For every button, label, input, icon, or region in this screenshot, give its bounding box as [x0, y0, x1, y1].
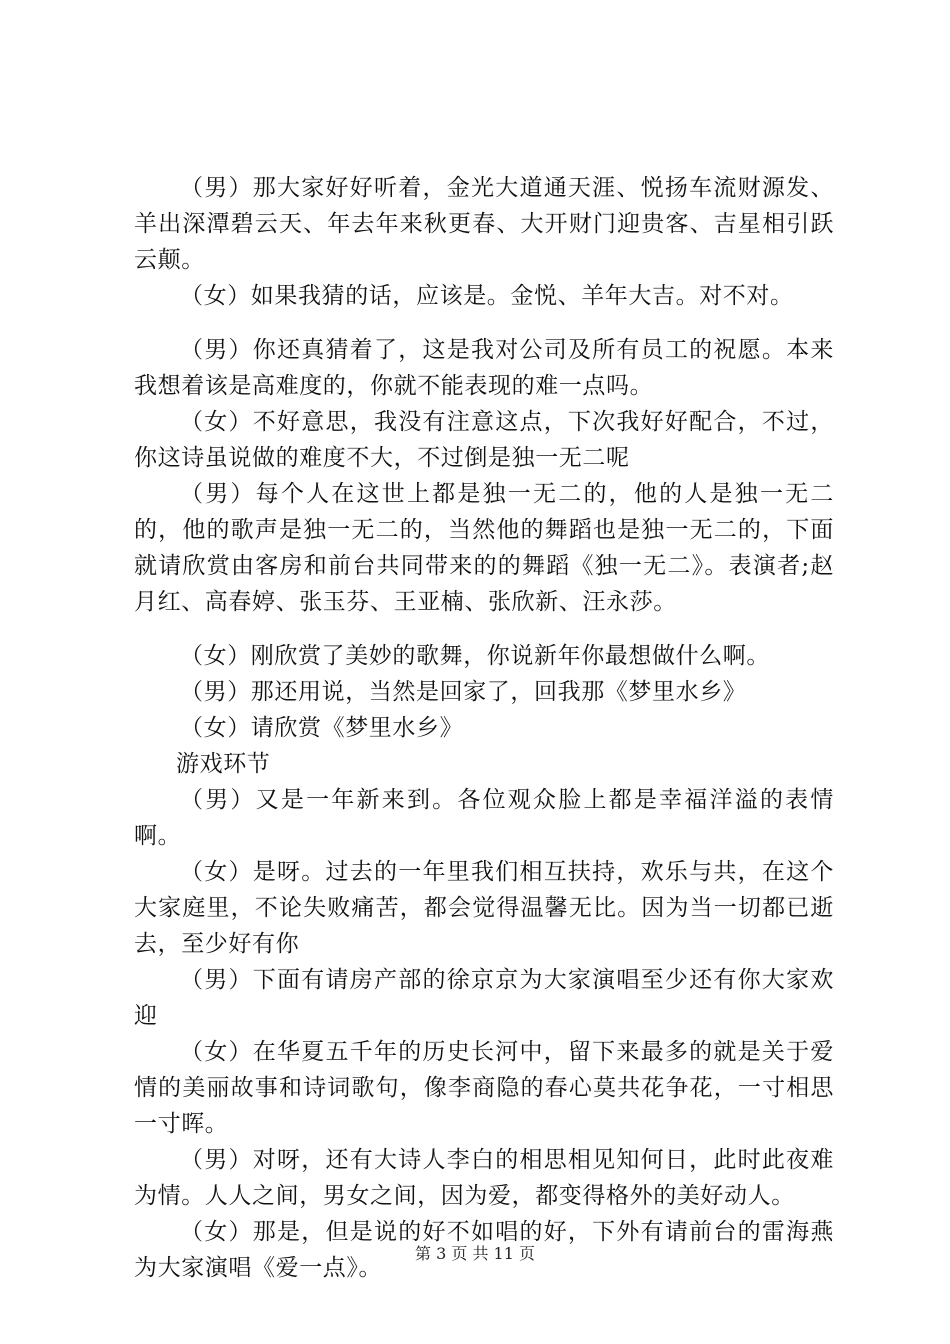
dialogue-paragraph: （女）不好意思，我没有注意这点，下次我好好配合，不过，你这诗虽说做的难度不大，不过倒是独一无二呢 — [134, 409, 834, 471]
dialogue-paragraph: （女）那是，但是说的好不如唱的好，下外有请前台的雷海燕为大家演唱《爱一点》。 — [134, 1219, 834, 1281]
dialogue-paragraph: （男）那大家好好听着，金光大道通天涯、悦扬车流财源发、羊出深潭碧云天、年去年来秋更春、大开财门迎贵客、吉星相引跃云颠。 — [134, 175, 834, 273]
section-heading: 游戏环节 — [176, 751, 271, 777]
dialogue-paragraph: （男）那还用说，当然是回家了，回我那《梦里水乡》 — [180, 679, 747, 705]
dialogue-paragraph: （男）你还真猜着了，这是我对公司及所有员工的祝愿。本来我想着该是高难度的，你就不能表现的难一点吗。 — [134, 337, 834, 399]
dialogue-paragraph: （男）下面有请房产部的徐京京为大家演唱至少还有你大家欢迎 — [134, 967, 834, 1029]
dialogue-paragraph: （女）在华夏五千年的历史长河中，留下来最多的就是关于爱情的美丽故事和诗词歌句，像李商隐的春心莫共花争花，一寸相思一寸晖。 — [134, 1039, 834, 1137]
dialogue-paragraph: （女）是呀。过去的一年里我们相互扶持，欢乐与共，在这个大家庭里，不论失败痛苦，都会觉得温馨无比。因为当一切都已逝去，至少好有你 — [134, 859, 834, 957]
page-number-footer: 第 3 页 共 11 页 — [415, 1244, 535, 1263]
dialogue-paragraph: （男）又是一年新来到。各位观众脸上都是幸福洋溢的表情啊。 — [134, 787, 834, 849]
dialogue-paragraph: （男）每个人在这世上都是独一无二的，他的人是独一无二的，他的歌声是独一无二的，当然他的舞蹈也是独一无二的，下面就请欣赏由客房和前台共同带来的的舞蹈《独一无二》。表演者;赵月红、高春婷、张玉芬、王亚楠、张欣新、汪永莎。 — [134, 481, 834, 615]
dialogue-paragraph: （女）如果我猜的话，应该是。金悦、羊年大吉。对不对。 — [180, 283, 794, 309]
dialogue-paragraph: （女）刚欣赏了美妙的歌舞，你说新年你最想做什么啊。 — [180, 643, 770, 669]
document-body — [134, 170, 834, 1286]
dialogue-paragraph: （男）对呀，还有大诗人李白的相思相见知何日，此时此夜难为情。人人之间，男女之间，因为爱，都变得格外的美好动人。 — [134, 1147, 834, 1209]
dialogue-paragraph: （女）请欣赏《梦里水乡》 — [180, 715, 464, 741]
